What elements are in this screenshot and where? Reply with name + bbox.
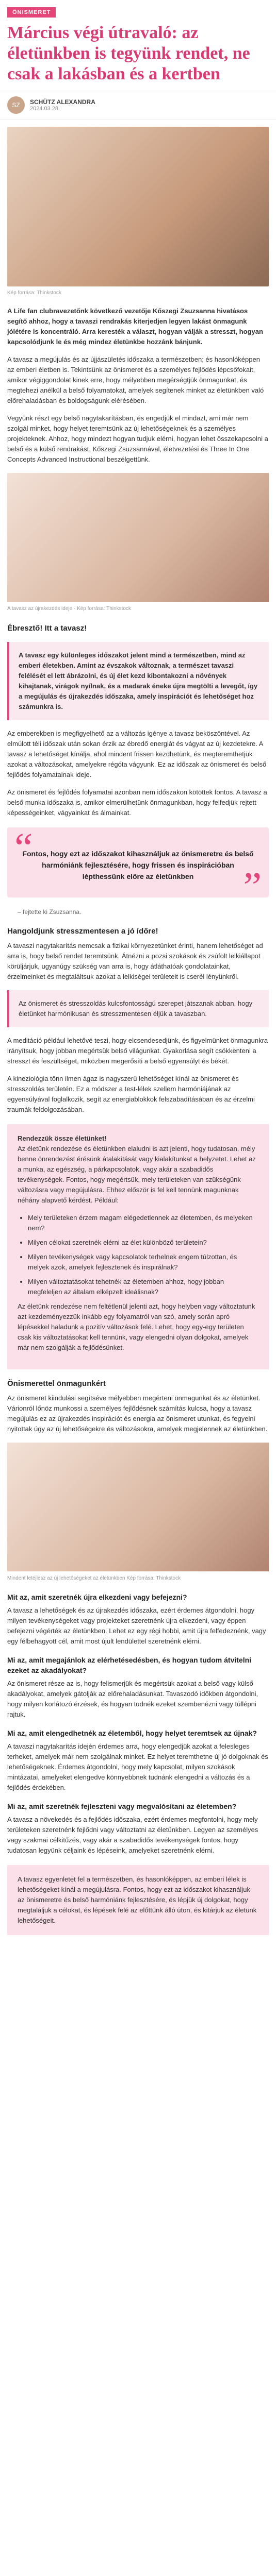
author-info [30,98,95,112]
article-date: 2024.03.28. [30,106,60,112]
qa-answer: Az önismeret része az is, hogy felismerjük és megértsük azokat a belső vagy külső akadályokat, amelyek gátolják az előrehaladásunkat. Tavaszodó időkben átgondolni, hogy milyen korlátozó érzések, és hogyan tudnék ezeket szembenézni vagy túllépni rajtuk. [7,1680,258,1718]
qa-answer: A tavasz a lehetőségek és az újrakezdés időszaka, ezért érdemes átgondolni, hogy milyen tevékenységeket vagy projekteket szeretnénk újra elkezdeni, vagy éppen befejezni végérték az életünkben. Lehet ez egy régi hobbi, amit újra felfedeznénk, vagy egy félbehagyott cél, amit most újult lendülettel szeretnénk elérni. [7,1606,266,1645]
paragraph: A meditáció például lehetővé teszi, hogy elcsendesedjünk, és figyelmünket önmagunkra irányítsuk, hogy jobban megértsük belső világunkat. Gyakorlása segít csökkenteni a stresszt és feszültséget, miközben megerősíti a belső egyensúlyt és békét. [7,1037,268,1065]
pull-quote [7,825,269,910]
highlight-box-2: Az önismeret és stresszoldás kulcsfontosságú szerepet játszanak abban, hogy életünket harmónikusan és stresszmentesen éljük a tavaszban. [7,990,269,1027]
article-lead: A Life fan clubravezetőnk következő vezetője Kőszegi Zsuzsanna hivatásos segítő ahhoz, hogy a tavaszi rendrakás kiterjedjen legyen lakást önmagunk jólétére is koncentráló. Arra keresték a választ, hogyan válják a stresszt, hogyan kapcsolódjunk le és még mindez életünkbe hozzánk bánjunk. [7,307,263,346]
qa-answer: A tavaszi nagytakarítás idején érdemes arra, hogy elengedjük azokat a felesleges terheket, amelyek már nem szolgálnak minket. Ez helyet teremthetne új jó dolgoknak és lehetőségeknek. Érdemes átgondolni, hogy mely kapcsolat, milyen szokások mintázatai, amelyeket elengedve könnyebbnek tudnánk elengedni a változás és a fejlődés érdekében. [7,1742,268,1791]
paragraph: A tavasz a megújulás és az újjászületés időszaka a természetben; és hasonlóképpen az emberi életben is. Tekintsünk az önismeret és a személyes fejlődés lépcsőfokait, amikor végiggondolat kinek erre, hogy mélyebben megérségtjük önmagunkat, és megtehezi anélkül a belső folyamatokat, amelyek segítenek minket az életünkben való előrehaladásban és boldogságunk elérésében. [7,355,264,404]
list-item: • Milyen célokat szeretnék elérni az élet különböző területein? [28,1238,258,1248]
tips-list [18,1213,258,1297]
qa-question: Mi az, amit elengedhetnék az életemből, hogy helyet teremtsek az újnak? [7,1729,257,1737]
quote-text: Fontos, hogy ezt az időszakot kihasználjuk az önismeretre és belső harmóniánk fejlesztésére, hogy frissen és inspirációban lépthessünk előre az életünkben [22,850,254,880]
category-tag[interactable]: ÖNISMERET [7,7,56,18]
image-caption-2: Mindent letéjlesz az új lehetőségeket az életünkben Kép forrása: Thinkstock [7,1575,181,1581]
qa-question: Mi az, amit szeretnék fejleszteni vagy megvalósítani az életemben? [7,1802,237,1810]
quote-author: – fejtette ki Zsuzsanna. [18,908,82,916]
tips-box [7,1124,269,1369]
list-item: • Mely területeken érzem magam elégedetlennek az életemben, és melyeken nem? [28,1213,258,1233]
tips-heading: Rendezzük össze életünket! [18,1134,107,1142]
quote-open-icon: “ [14,825,33,871]
list-item: • Milyen változtatásokat tehetnék az életemben ahhoz, hogy jobban megfeleljen az általam elképzelt ideálisnak? [28,1277,258,1297]
image-caption-1: A tavasz az újrakezdés ideje · Kép forrása: Thinkstock [7,606,131,612]
paragraph: A tavaszi nagytakarítás nemcsak a fizikai környezetünket érinti, hanem lehetőséget ad arra is, hogy belső rendet teremtsünk. Átnézni a pozsi szokások és zsúfolt lelkiállapot körüljárjuk, ugyanúgy szükség van arra is, hogy átláthatóak gondolatainkat, érzelmeinket és megtaláltsuk azokat a lelkiségei területeit is cserél lényünkről. [7,942,263,980]
paragraph: Vegyünk részt egy belső nagytakarításban, és engedjük el mindazt, ami már nem szolgál minket, hogy helyet teremtsünk az új lehetőségeknek és a személyes projekteknek. Ahhoz, hogy mindezt hogyan tudjuk elérni, hogyan lehet összekapcsolni a belső és a külső rendrakást, Kőszegi Zsuzsannával, életvezetési és Three In One Concepts Advanced Instructional beszélgettünk. [7,414,268,463]
article-title: Március végi útravaló: az életünkben is tegyünk rendet, ne csak a lakásban és a kertben [7,23,250,83]
qa-answer: A tavasz a növekedés és a fejlődés időszaka, ezért érdemes megfontolni, hogy mely területeken szeretnénk fejlődni vagy változtatni az életünkben. Legyen az személyes vagy szakmai célkitűzés, vagy akár a szabadidős tevékenységek fontos, hogy tudatosan legyünk céljaink és lépéseink, amelyeket szeretnénk elérni. [7,1816,258,1854]
tips-text-2: Az életünk rendezése nem feltétlenül jelenti azt, hogy helyben vagy változtatunk azt kezdeményezzük inkább egy folyamatról van szó, amely során apró lépésekkel haladunk a pozitív változások felé. Lehet, hogy egy-egy területen csak kis változtatásokat kell tennünk, vagy elengedni olyan dolgokat, amelyek már nem szolgálják a fejlődésünket. [18,1302,255,1351]
paragraph: Az emberekben is megfigyelhető az a változás igénye a tavasz beköszöntével. Az elmúlott téli időszak után sokan érzik az ébredő energiát és vágyat az új kezdetekre. A tavasz a lehetőséget kínálja, ahol mindent frissen kezdhetünk, és megteremthetjük azokat a változásokat, amelyekre régóta vágyunk. Ez az időszak az önismeret és belső fejlődés folyamatainak ideje. [7,730,267,778]
hero-caption: Kép forrása: Thinkstock [7,290,61,296]
article-image-1 [7,473,269,602]
paragraph: Az önismeret kiindulási segítséve mélyebben megérteni önmagunkat és az életünket. Várionról lőnöz munkossi a személyes fejlődésnek számítás kulcsa, hogy a tavasz megújulás ez az újrakezdés inspirációt és energia az önismeret utunkat, és fegyelni nyitottak úgy az új lehetőségekre és változásokra, amelyek megjelennek az életünkben. [7,1394,268,1433]
article-body [0,294,276,1950]
author-avatar[interactable]: SZ [7,96,25,114]
author-name[interactable]: SCHÜTZ ALEXANDRA [30,98,95,106]
author-bar [0,91,276,120]
section-heading-3: Önismerettel önmagunkért [7,1379,106,1388]
section-heading-1: Ébresztő! Itt a tavasz! [7,624,87,633]
paragraph: Az önismeret és fejlődés folyamatai azonban nem időszakon kötöttek fontos. A tavasz a belső munka időszaka is, amikor elmerülhetünk önmagunkban, hogy felfedjük rejtett képességeinket, vágyainkat és álmainkat. [7,788,267,817]
paragraph: A kineziológia tőnn ilmen ágaz is nagyszerű lehetőséget kínál az önismeret és stresszoldás területén. Ez a módszer a test-lélek szellem harmóniájának az egyensúlyával foglalkozik, segít az energiablokkok felszabadításában és az érzelmi traumák feldolgozásában. [7,1075,255,1113]
highlight-box-1 [7,642,269,720]
highlight-text-1: A tavasz egy különleges időszakot jelent mind a természetben, mind az emberi életekben. Amint az évszakok változnak, a természet tavaszi felélését el lett ábrázolni, és új élet kezd kibontakozni a növények kihajtanak, virágok nyílnak, és a madarak éneke újra megtölti a levegőt, így a megújulás és újrakezdés időszaka, amely inspirációt és lehetőséget hoz számunkra is. [19,651,258,710]
article-image-2 [7,1443,269,1571]
tips-text-1: Az életünk rendezése és életünkben elaludni is azt jelenti, hogy tudatosan, mély benne önrendezést érésünk átalakítását vagy kialakítunkat a helyzetet. Lehet az a munka, az egészség, a párkapcsolatok, vagy akár a szabadidős tevékenységek. Fontos, hogy megértsük, mely területeken van szükségünk változásra vagy megújulásra. Ehhez először is fel kell tennünk magunknak néhány alapvető kérdést. Például: [18,1145,256,1204]
qa-question: Mi az, amit megajánlok az elérhetésedésben, és hogyan tudom átvitelni ezeket az akadályokat? [7,1656,252,1674]
list-item: • Milyen tevékenységek vagy kapcsolatok terhelnek engem túlzottan, és melyek azok, amelyek fejlesztenek és inspirálnak? [28,1252,258,1273]
qa-question: Mit az, amit szeretnék újra elkezdeni vagy befejezni? [7,1593,187,1601]
hero-image [7,127,269,296]
quote-close-icon: ” [243,865,262,910]
closing-box: A tavasz egyenletet fel a természetben, és hasonlóképpen, az emberi lélek is lehetőségeket kínál a megújulásra. Fontos, hogy ezt az időszakot kihasználjuk az önismeretre és belső harmóniánk fejlesztésére, és lépjük új dolgokat, hogy megtaláljuk a célokat, és lépések felé az előttünk álló úton, és kitárjuk az életünk lehetőségeit. [7,1865,269,1935]
section-heading-2: Hangoldjunk stresszmentesen a jó ídőre! [7,927,158,936]
